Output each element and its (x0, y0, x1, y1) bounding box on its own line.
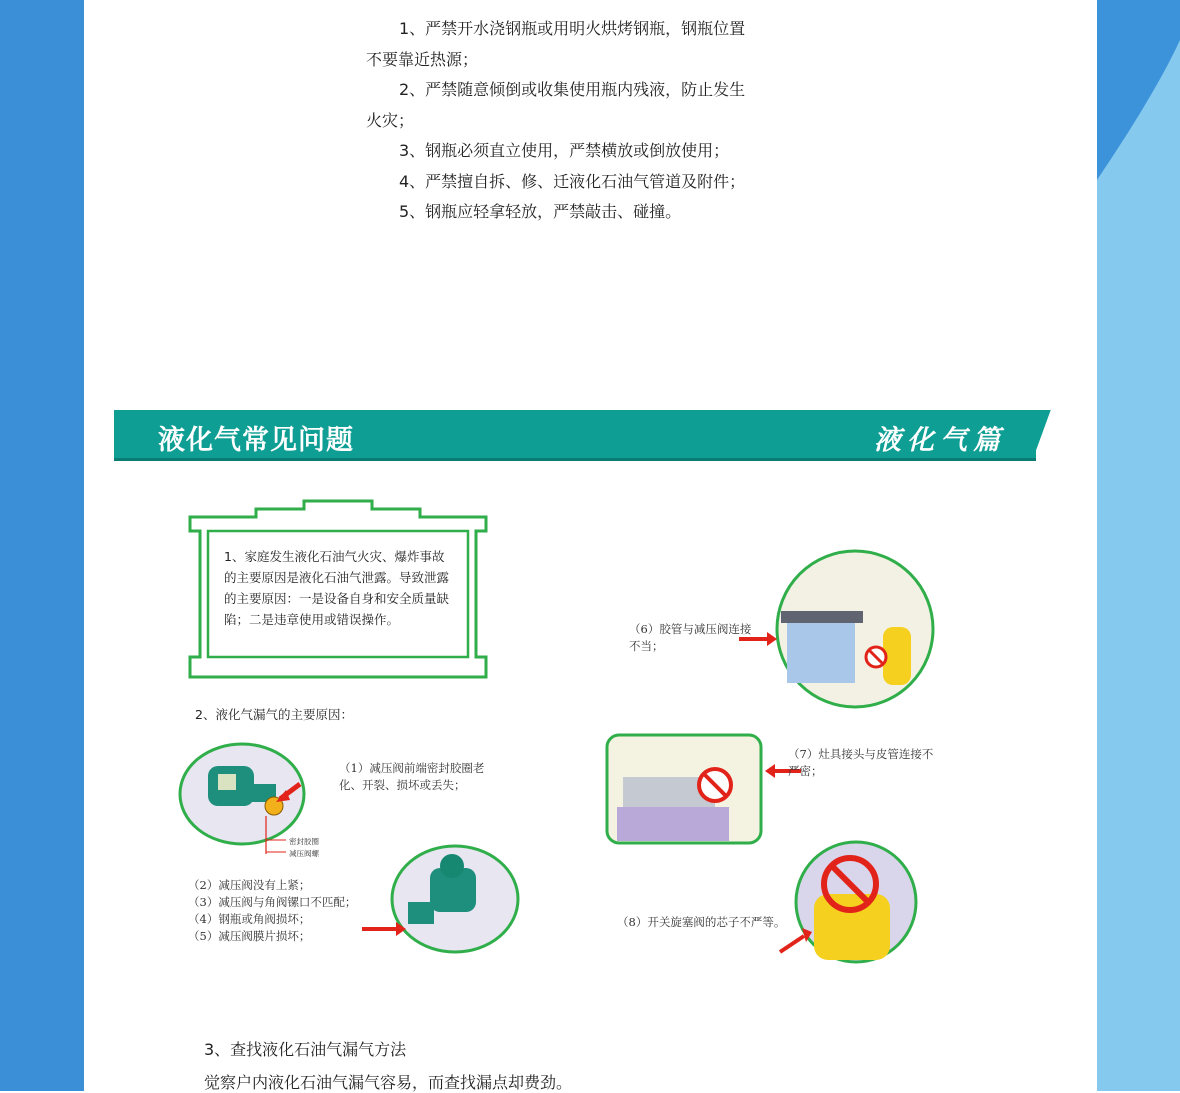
rule-2b: 火灾； (366, 110, 415, 130)
rule-3: 3、钢瓶必须直立使用，严禁横放或倒放使用； (399, 141, 730, 160)
rule-1b: 不要靠近热源； (366, 49, 479, 69)
causes-2-5 (188, 877, 368, 945)
cause-3: （3）减压阀与角阀镙口不匹配； (188, 895, 357, 909)
rule-5: 5、钢瓶应轻拿轻放，严禁敲击、碰撞。 (399, 202, 682, 221)
label-nut: 减压阀螺 (289, 849, 319, 858)
cause-2: （2）减压阀没有上紧； (188, 878, 311, 892)
cause-6: （6）胶管与减压阀连接不当； (629, 622, 752, 653)
section-banner (114, 410, 1036, 458)
rule-2a: 2、严禁随意倾倒或收集使用瓶内残液，防止发生 (399, 80, 746, 99)
frame-text: 1、家庭发生液化石油气火灾、爆炸事故的主要原因是液化石油气泄露。导致泄露的主要原因：一是设备自身和安全质量缺陷；二是违章使用或错误操作。 (224, 549, 450, 627)
cause-8: （8）开关旋塞阀的芯子不严等。 (617, 915, 786, 929)
section3-text: 觉察户内液化石油气漏气容易，而查找漏点却费劲。 (204, 1073, 573, 1092)
cause-5: （5）减压阀膜片损坏； (188, 929, 311, 943)
safety-rules (366, 14, 796, 228)
section2-heading: 2、液化气漏气的主要原因： (195, 707, 353, 722)
rule-4: 4、严禁擅自拆、修、迁液化石油气管道及附件； (399, 171, 746, 191)
cause-1: （1）减压阀前端密封胶圈老化、开裂、损坏或丢失； (339, 761, 485, 792)
label-seal: 密封胶圈 (289, 837, 319, 846)
valve-core-illustration (778, 840, 918, 964)
rule-1a: 1、严禁开水浇钢瓶或用明火烘烤钢瓶，钢瓶位置 (399, 19, 746, 38)
stove-connector-illustration (605, 733, 805, 845)
banner-title: 液化气常见问题 (158, 425, 354, 456)
right-side-bar (1097, 0, 1180, 1091)
kitchen-hose-illustration (737, 549, 933, 709)
cause-4: （4）钢瓶或角阀损坏； (188, 912, 311, 926)
section3-heading: 3、查找液化石油气漏气方法 (204, 1040, 407, 1059)
left-side-bar (0, 0, 84, 1091)
cause-7: （7）灶具接头与皮管连接不严密； (788, 747, 934, 778)
regulator-illustration-2 (360, 844, 520, 956)
banner-category: 液化气篇 (874, 425, 1006, 456)
